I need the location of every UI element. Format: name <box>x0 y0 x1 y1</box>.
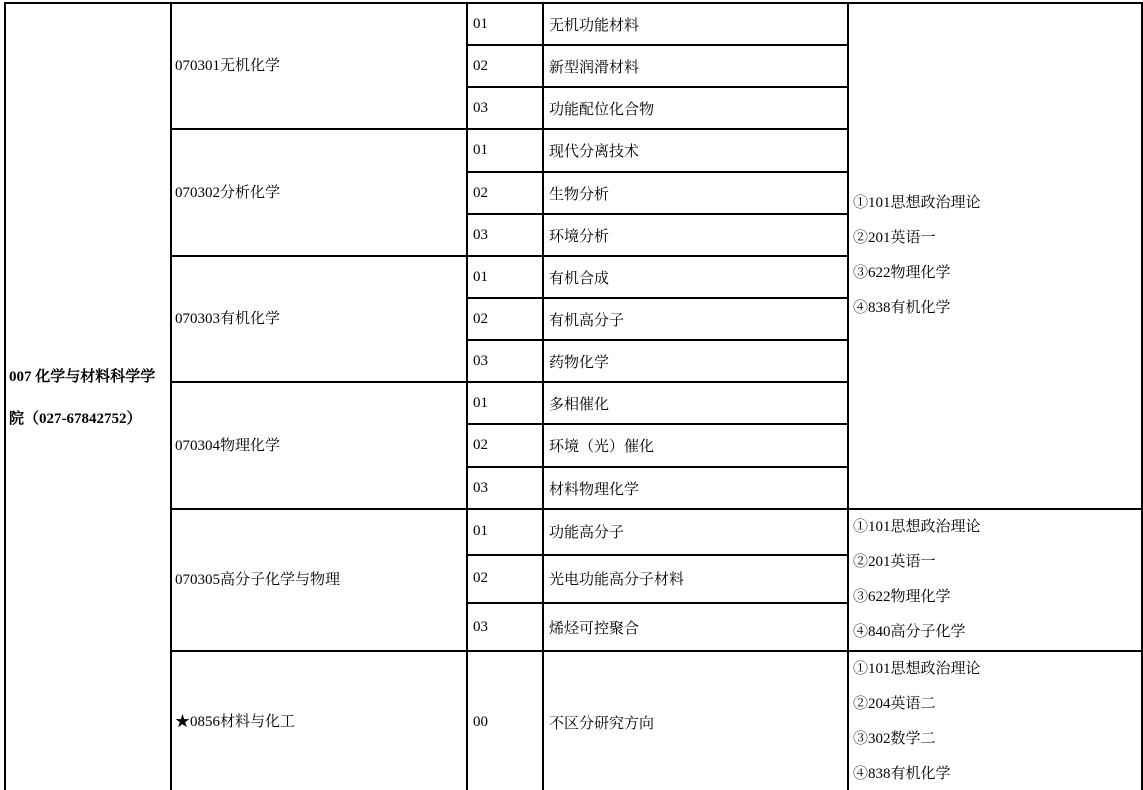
exam-subject: ④840高分子化学 <box>853 624 966 640</box>
direction-name: 功能高分子 <box>543 509 848 555</box>
exam-subject: ③622物理化学 <box>853 589 951 605</box>
direction-name: 药物化学 <box>543 340 848 382</box>
major-name: 070305高分子化学与物理 <box>171 509 467 651</box>
direction-name: 无机功能材料 <box>543 3 848 45</box>
major-name: 070303有机化学 <box>171 256 467 382</box>
direction-name: 有机合成 <box>543 256 848 298</box>
major-name: 070302分析化学 <box>171 129 467 256</box>
direction-name: 生物分析 <box>543 172 848 214</box>
direction-name: 现代分离技术 <box>543 129 848 172</box>
direction-code: 03 <box>467 214 543 256</box>
major-name: ★0856材料与化工 <box>171 651 467 790</box>
exam-subject: ②201英语一 <box>853 554 936 570</box>
exam-subject: ④838有机化学 <box>853 766 951 782</box>
major-name: 070304物理化学 <box>171 382 467 509</box>
major-name: 070301无机化学 <box>171 3 467 129</box>
direction-name: 光电功能高分子材料 <box>543 555 848 604</box>
direction-name: 烯烃可控聚合 <box>543 603 848 651</box>
admissions-table <box>4 2 1143 790</box>
direction-name: 材料物理化学 <box>543 467 848 509</box>
exam-subjects-cell <box>848 3 1142 509</box>
exam-subject: ③622物理化学 <box>853 265 951 281</box>
direction-code: 01 <box>467 3 543 45</box>
exam-subjects-cell <box>848 651 1142 790</box>
direction-code: 02 <box>467 424 543 467</box>
direction-code: 00 <box>467 651 543 790</box>
direction-name: 新型润滑材料 <box>543 45 848 87</box>
direction-code: 01 <box>467 382 543 424</box>
direction-name: 有机高分子 <box>543 298 848 340</box>
exam-subject: ①101思想政治理论 <box>853 519 981 535</box>
exam-subject: ④838有机化学 <box>853 300 951 316</box>
exam-subject: ①101思想政治理论 <box>853 195 981 211</box>
direction-name: 环境分析 <box>543 214 848 256</box>
college-cell: 007 化学与材料科学学院（027-67842752） <box>5 3 171 790</box>
direction-name: 多相催化 <box>543 382 848 424</box>
table-row <box>5 651 1142 790</box>
exam-subjects-cell <box>848 509 1142 651</box>
direction-code: 01 <box>467 129 543 172</box>
direction-code: 02 <box>467 298 543 340</box>
direction-code: 01 <box>467 256 543 298</box>
exam-subject: ②204英语二 <box>853 696 936 712</box>
table-row <box>5 509 1142 555</box>
direction-code: 03 <box>467 467 543 509</box>
direction-name: 功能配位化合物 <box>543 87 848 129</box>
exam-subject: ②201英语一 <box>853 230 936 246</box>
direction-code: 01 <box>467 509 543 555</box>
exam-subject: ①101思想政治理论 <box>853 661 981 677</box>
table-row <box>5 3 1142 45</box>
direction-code: 03 <box>467 603 543 651</box>
direction-code: 03 <box>467 340 543 382</box>
direction-code: 02 <box>467 172 543 214</box>
direction-code: 02 <box>467 45 543 87</box>
exam-subject: ③302数学二 <box>853 731 936 747</box>
direction-name: 不区分研究方向 <box>543 651 848 790</box>
direction-code: 03 <box>467 87 543 129</box>
direction-code: 02 <box>467 555 543 604</box>
direction-name: 环境（光）催化 <box>543 424 848 467</box>
